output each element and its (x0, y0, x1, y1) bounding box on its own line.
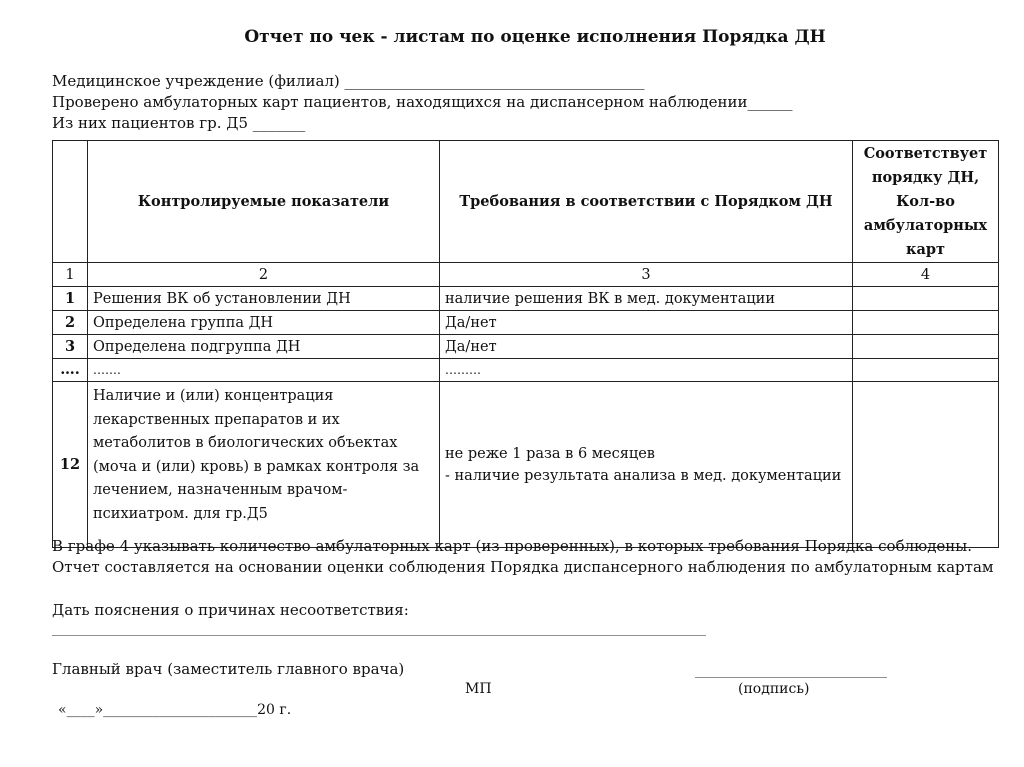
footnote-column4: В графе 4 указывать количество амбулаторных карт (из проверенных), в которых требования Порядка соблюдены. (52, 537, 973, 555)
row-requirement: наличие решения ВК в мед. документации (440, 287, 853, 311)
table-row (53, 287, 999, 311)
row-indicator: Наличие и (или) концентрация лекарственных препаратов и их метаболитов в биологических объектах (моча и (или) кровь) в рамках контроля за лечением, назначенным врачом-психиатром. для гр.Д5 (88, 382, 440, 548)
row-count (853, 359, 999, 382)
row-count (853, 287, 999, 311)
row-indicator: Определена подгруппа ДН (88, 335, 440, 359)
report-title: Отчет по чек - листам по оценке исполнения Порядка ДН (244, 27, 826, 47)
stamp-place-label: МП (465, 681, 492, 697)
table-row (53, 335, 999, 359)
requirement-line: не реже 1 раза в 6 месяцев (445, 445, 655, 462)
row-number: 1 (53, 287, 88, 311)
requirement-line: - наличие результата анализа в мед. документации (445, 467, 842, 484)
signature-line: ________________________________ (695, 664, 887, 678)
row-number: 12 (53, 382, 88, 548)
row-requirement (440, 382, 853, 548)
column-numbers-row (53, 263, 999, 287)
column-number: 1 (53, 263, 88, 287)
footnote-basis: Отчет составляется на основании оценки соблюдения Порядка диспансерного наблюдения по амбулаторным картам (52, 558, 994, 576)
header-requirements: Требования в соответствии с Порядком ДН (440, 141, 853, 263)
report-table (52, 140, 999, 548)
row-indicator: Решения ВК об установлении ДН (88, 287, 440, 311)
institution-line: Медицинское учреждение (филиал) ________________________________________ (52, 72, 645, 90)
row-number: 2 (53, 311, 88, 335)
row-count (853, 311, 999, 335)
column-number: 4 (853, 263, 999, 287)
column-number: 2 (88, 263, 440, 287)
header-indicators: Контролируемые показатели (88, 141, 440, 263)
row-count (853, 335, 999, 359)
explanation-label: Дать пояснения о причинах несоответствия: (52, 601, 409, 619)
row-requirement: ……… (440, 359, 853, 382)
table-header-row (53, 141, 999, 263)
signature-label: (подпись) (738, 681, 810, 697)
row-requirement: Да/нет (440, 335, 853, 359)
row-number: 3 (53, 335, 88, 359)
chief-doctor-label: Главный врач (заместитель главного врача) (52, 660, 405, 678)
row-indicator: ……. (88, 359, 440, 382)
checked-cards-line: Проверено амбулаторных карт пациентов, находящихся на диспансерном наблюдении______ (52, 93, 793, 111)
header-compliance: Соответствует порядку ДН, Кол-во амбулаторных карт (853, 141, 999, 263)
row-number: …. (53, 359, 88, 382)
header-number-cell (53, 141, 88, 263)
table-row (53, 311, 999, 335)
row-indicator: Определена группа ДН (88, 311, 440, 335)
explanation-line: _____________________________________________________________________________________________________________ (52, 622, 706, 636)
row-count (853, 382, 999, 548)
table-row (53, 359, 999, 382)
column-number: 3 (440, 263, 853, 287)
d5-patients-line: Из них пациентов гр. Д5 _______ (52, 114, 306, 132)
date-line: «____»______________________20 г. (58, 702, 292, 718)
table-row (53, 382, 999, 548)
row-requirement: Да/нет (440, 311, 853, 335)
